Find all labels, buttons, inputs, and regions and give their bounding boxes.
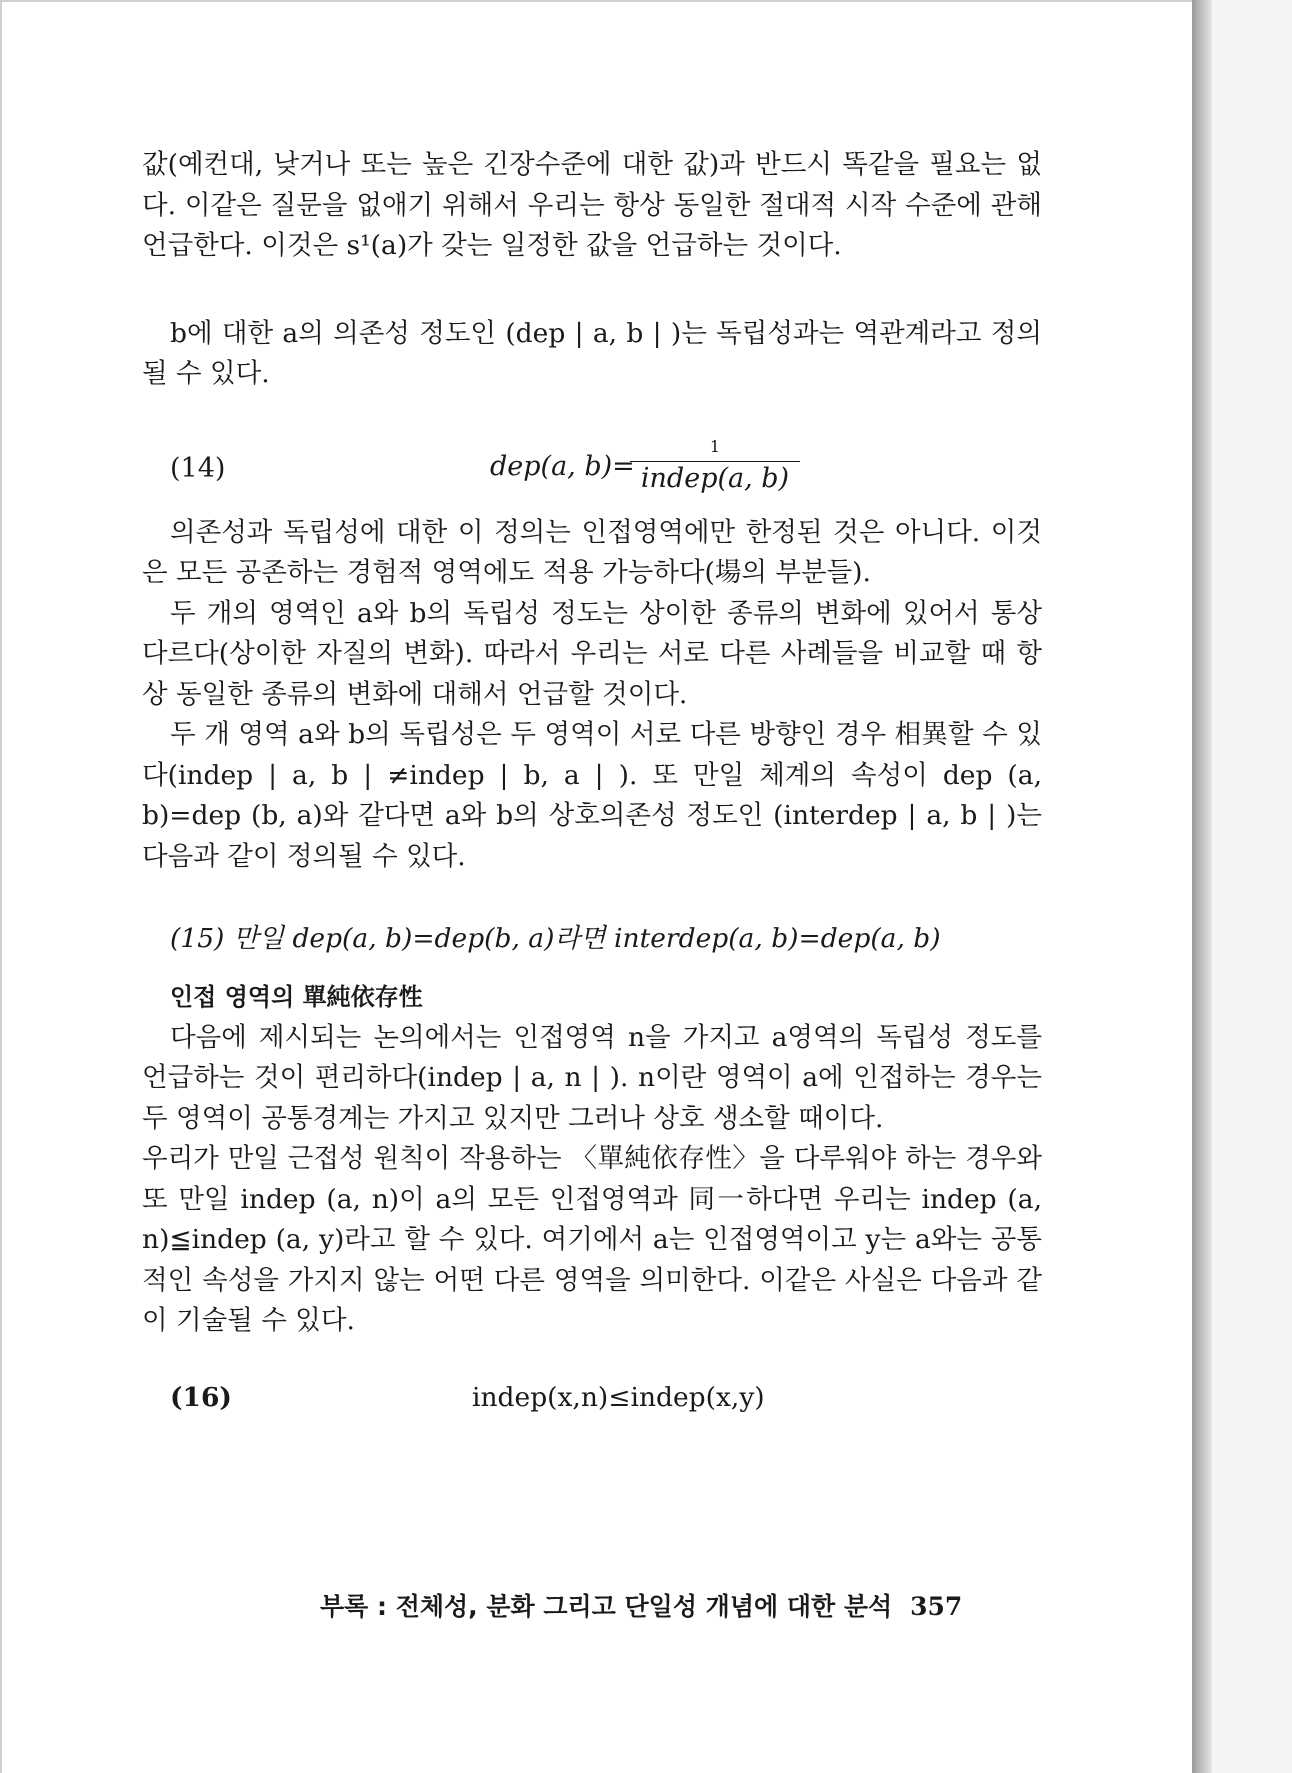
- fraction-denominator: indep(a, b): [640, 462, 790, 494]
- formula-14-number: (14): [170, 452, 226, 484]
- paragraph-3: 의존성과 독립성에 대한 이 정의는 인접영역에만 한정된 것은 아니다. 이것은 모든 공존하는 경험적 영역에도 적용 가능하다(場의 부분들).: [142, 516, 1042, 588]
- formula-14: [142, 436, 1042, 513]
- formula-15: [142, 919, 1042, 963]
- page-footer: [320, 1587, 962, 1623]
- page-content: [142, 145, 1042, 1426]
- paragraph-5: 두 개 영역 a와 b의 독립성은 두 영역이 서로 다른 방향인 경우 相異할 수 있다(indep | a, b | ≠indep | b, a | ). 또 만일 체계의 속성이 dep (a, b)=dep (b, a)와 같다면 a와 b의 상호의존성 정도인 (interdep | a, b | )는 다음과 같이 정의될 수 있다.: [142, 719, 1042, 872]
- formula-14-fraction: [630, 435, 800, 496]
- section-heading: 인접 영역의 單純依存性: [170, 983, 423, 1011]
- formula-16: [142, 1378, 1042, 1426]
- formula-15-text: (15) 만일 dep(a, b)=dep(b, a)라면 interdep(a, b)=dep(a, b): [170, 923, 941, 954]
- formula-14-lhs: dep(a, b)=: [490, 450, 635, 482]
- fraction-numerator: 1: [709, 436, 721, 456]
- paragraph-4: 두 개의 영역인 a와 b의 독립성 정도는 상이한 종류의 변화에 있어서 통상 다르다(상이한 자질의 변화). 따라서 우리는 서로 다른 사례들을 비교할 때 항상 동일한 종류의 변화에 대해서 언급할 것이다.: [142, 597, 1042, 710]
- formula-16-expression: indep(x,n)≤indep(x,y): [472, 1381, 765, 1413]
- paragraph-6: 다음에 제시되는 논의에서는 인접영역 n을 가지고 a영역의 독립성 정도를 언급하는 것이 편리하다(indep | a, n | ). n이란 영역이 a에 인접하는 경우는 두 영역이 공통경계는 가지고 있지만 그러나 상호 생소할 때이다.: [142, 1021, 1042, 1134]
- formula-16-number: (16): [170, 1381, 232, 1413]
- paragraph-7: 우리가 만일 근접성 원칙이 작용하는 〈單純依存性〉을 다루워야 하는 경우와 또 만일 indep (a, n)이 a의 모든 인접영역과 同一하다면 우리는 indep (a, n)≦indep (a, y)라고 할 수 있다. 여기에서 a는 인접영역이고 y는 a와는 공통적인 속성을 가지지 않는 어떤 다른 영역을 의미한다. 이같은 사실은 다음과 같이 기술될 수 있다.: [142, 1143, 1042, 1336]
- page-edge-shadow: [1192, 0, 1212, 1773]
- background-margin: [1212, 0, 1292, 1773]
- paragraph-2: b에 대한 a의 의존성 정도인 (dep | a, b | )는 독립성과는 역관계라고 정의될 수 있다.: [142, 317, 1042, 389]
- footer-title: 부록 : 전체성, 분화 그리고 단일성 개념에 대한 분석: [320, 1592, 893, 1621]
- page-number: 357: [910, 1592, 963, 1621]
- paragraph-1: 값(예컨대, 낮거나 또는 높은 긴장수준에 대한 값)과 반드시 똑같을 필요는 없다. 이같은 질문을 없애기 위해서 우리는 항상 동일한 절대적 시작 수준에 관해 언급한다. 이것은 s¹(a)가 갖는 일정한 값을 언급하는 것이다.: [142, 149, 1042, 261]
